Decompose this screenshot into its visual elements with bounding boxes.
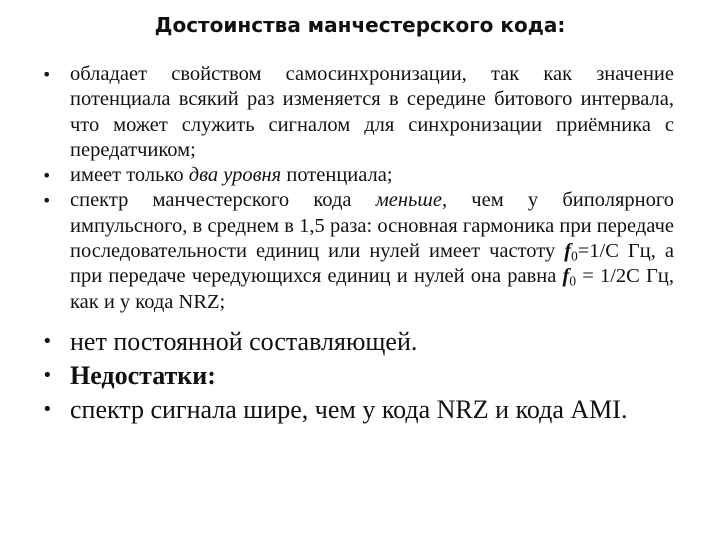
list-item: [42, 163, 674, 188]
item-text: обладает свойством самосинхронизации, так как значение потенциала всякий раз изменяется в середине битового интервала, что может служить сигналом для синхронизации приёмника с передатчиком;: [70, 63, 674, 161]
bullet-icon: •: [42, 166, 52, 186]
item-text: потенциала;: [281, 164, 393, 187]
list-item: [42, 62, 674, 163]
bullet-icon: •: [42, 65, 52, 84]
item-text: =1/С Гц, а при передаче чередующихся единиц и нулей она равна: [70, 240, 674, 288]
list-item: [42, 188, 674, 314]
list-item: [42, 325, 674, 359]
item-text: спектр сигнала шире, чем у кода NRZ и кода AMI.: [70, 394, 628, 424]
disadvantages-heading: Недостатки:: [70, 360, 216, 390]
frequency-subscript: 0: [569, 273, 577, 289]
frequency-subscript: 0: [571, 248, 578, 264]
list-item: [42, 393, 674, 427]
list-item: [42, 359, 674, 393]
bullet-icon: •: [42, 330, 53, 352]
item-emphasis: меньше: [375, 189, 442, 212]
bullet-icon: •: [42, 398, 53, 420]
frequency-symbol: f: [562, 265, 570, 288]
item-emphasis: два уровня: [188, 164, 282, 187]
slide-title: Достоинства манчестерского кода:: [154, 13, 566, 37]
frequency-symbol: f: [564, 240, 572, 263]
item-text: спектр манчестерского кода: [70, 189, 376, 212]
item-text: имеет только: [70, 164, 189, 187]
bullet-icon: •: [42, 364, 53, 386]
bullet-icon: •: [42, 191, 52, 211]
item-text: нет постоянной составляющей.: [70, 326, 418, 356]
item-text: , чем у биполярного импульсного, в среднем в 1,5 раза: основная гармоника при передаче последовательности единиц или нулей имеет частоту: [70, 189, 674, 263]
item-text: = 1/2С Гц, как и у кода NRZ;: [70, 265, 674, 313]
bullet-list: [42, 62, 674, 427]
